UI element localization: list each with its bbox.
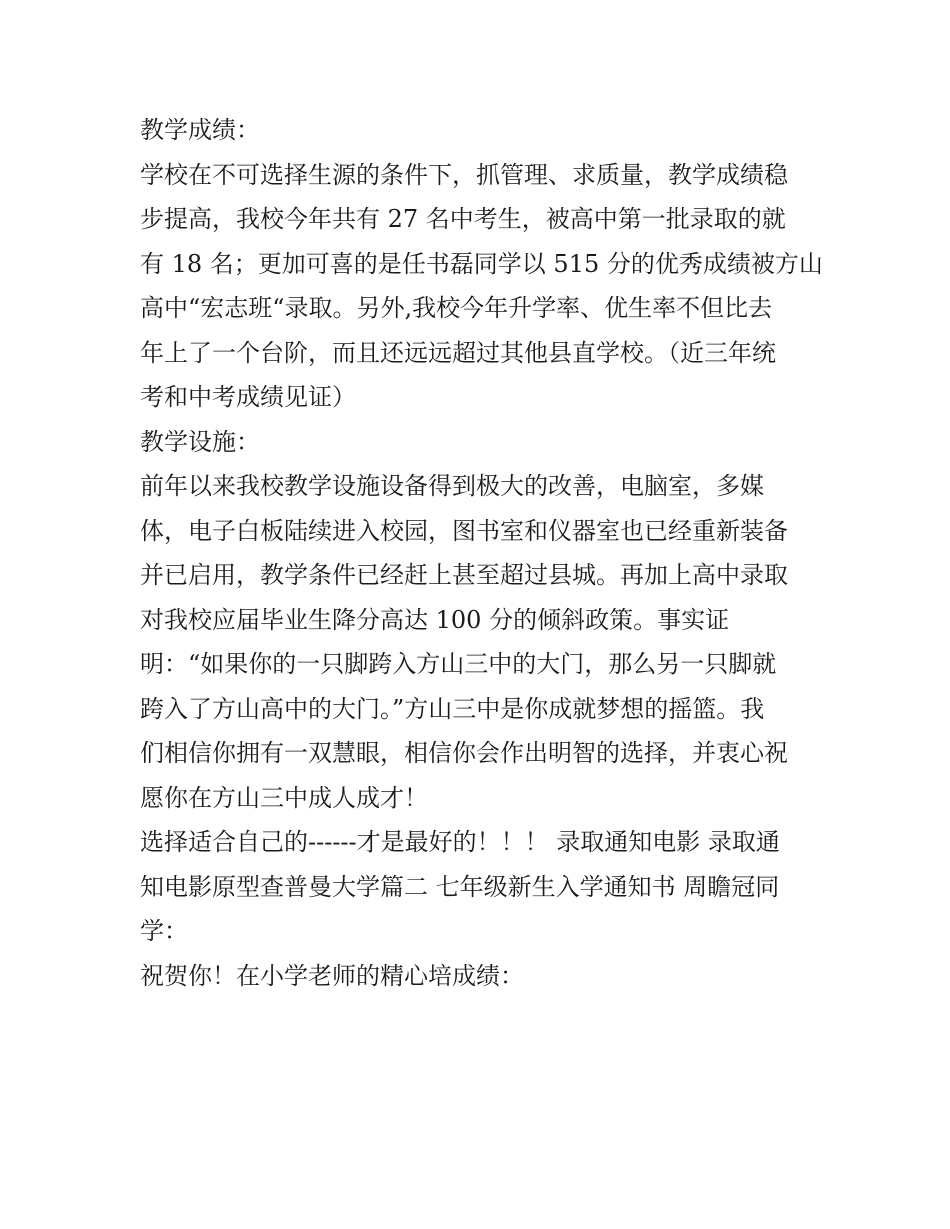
paragraph-line: 知电影原型查普曼大学篇二 七年级新生入学通知书 周瞻冠同 <box>140 872 780 901</box>
paragraph-line: 并已启用，教学条件已经赶上甚至超过县城。再加上高中录取 <box>140 561 788 589</box>
paragraph-line: 年上了一个台阶，而且还远远超过其他县直学校。（近三年统 <box>140 338 776 367</box>
document-body <box>140 108 823 998</box>
paragraph-line: 跨入了方山高中的大门。”方山三中是你成就梦想的摇篮。我 <box>140 694 765 723</box>
paragraph-line: 明：“如果你的一只脚跨入方山三中的大门，那么另一只脚就 <box>140 650 777 678</box>
paragraph-line: 有 18 名；更加可喜的是任书磊同学以 515 分的优秀成绩被方山 <box>140 249 823 278</box>
paragraph-line: 祝贺你！在小学老师的精心培成绩： <box>140 961 524 990</box>
paragraph-line: 高中“宏志班“录取。另外,我校今年升学率、优生率不但比去 <box>140 294 773 322</box>
paragraph-line: 选择适合自己的------才是最好的！！！ 录取通知电影 录取通 <box>140 828 780 856</box>
paragraph-line: 体，电子白板陆续进入校园，图书室和仪器室也已经重新装备 <box>140 516 788 545</box>
heading-teaching-results: 教学成绩： <box>140 116 260 144</box>
paragraph-line: 愿你在方山三中成人成才！ <box>140 783 428 812</box>
paragraph-line: 步提高，我校今年共有 27 名中考生，被高中第一批录取的就 <box>140 205 786 233</box>
paragraph-line: 前年以来我校教学设施设备得到极大的改善，电脑室，多媒 <box>140 472 764 500</box>
paragraph-line: 考和中考成绩见证） <box>140 383 356 411</box>
paragraph-line: 学： <box>140 917 188 945</box>
paragraph-line: 们相信你拥有一双慧眼，相信你会作出明智的选择，并衷心祝 <box>140 739 788 767</box>
heading-teaching-facilities: 教学设施： <box>140 427 260 456</box>
paragraph-line: 学校在不可选择生源的条件下，抓管理、求质量，教学成绩稳 <box>140 160 788 189</box>
paragraph-line: 对我校应届毕业生降分高达 100 分的倾斜政策。事实证 <box>140 605 730 634</box>
